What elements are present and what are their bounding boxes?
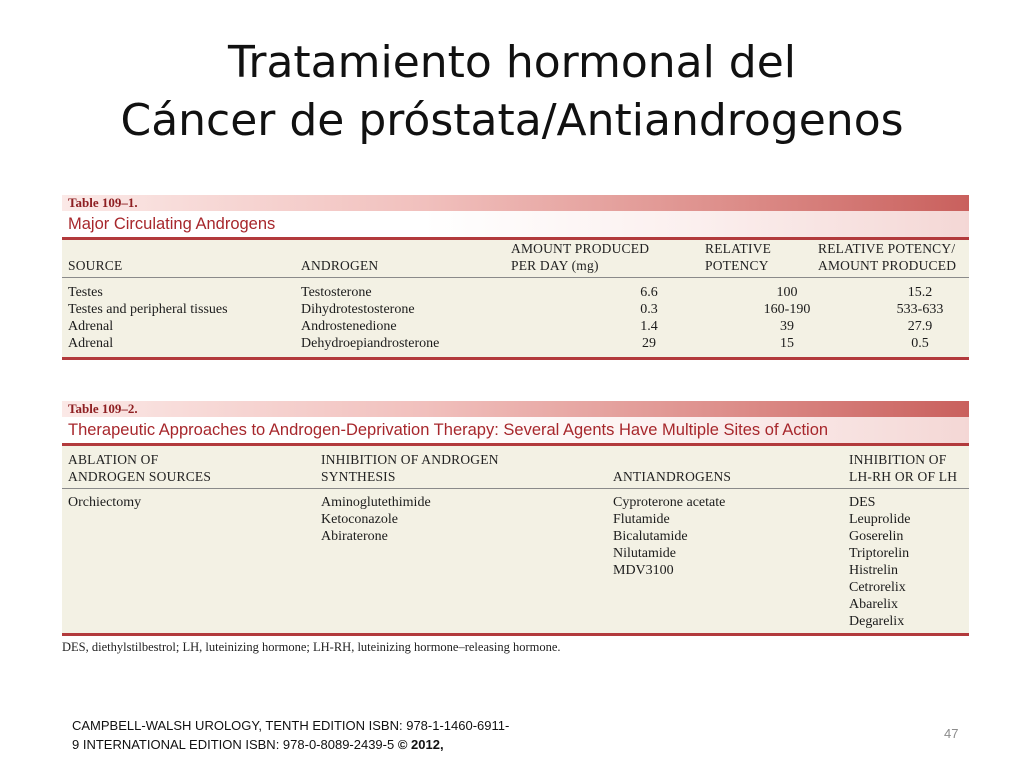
list-item: Flutamide: [613, 512, 670, 527]
list-item: Goserelin: [849, 529, 904, 544]
inhibition-lhrh-column: [849, 494, 910, 630]
cell-androgen: Androstenedione: [301, 319, 397, 334]
cell-amount: 0.3: [640, 302, 658, 317]
list-item: Degarelix: [849, 614, 905, 629]
cell-potency: 100: [776, 285, 798, 300]
cell-ratio: 0.5: [911, 336, 929, 351]
slide-title-line-2: Cáncer de próstata/Antiandrogenos: [120, 95, 904, 146]
list-item: Abiraterone: [321, 529, 388, 544]
list-item: Bicalutamide: [613, 529, 688, 544]
cell-potency: 160-190: [763, 302, 811, 317]
cell-potency: 15: [780, 336, 794, 351]
table-row: [62, 335, 969, 352]
header-antiandrogens: ANTIANDROGENS: [613, 469, 732, 484]
table-body: [62, 278, 969, 353]
header-potency-ratio: RELATIVE POTENCY/ AMOUNT PRODUCED: [818, 241, 957, 273]
citation-copyright: © 2012,: [397, 737, 444, 752]
header-amount: AMOUNT PRODUCED PER DAY (mg): [511, 241, 650, 273]
table-row: [62, 318, 969, 335]
list-item: Orchiectomy: [68, 495, 142, 510]
list-item: Ketoconazole: [321, 512, 398, 527]
list-item: Abarelix: [849, 597, 898, 612]
citation-line-1: CAMPBELL-WALSH UROLOGY, TENTH EDITION ISBN: 978-1-1460-6911-: [72, 718, 510, 733]
table-bottom-rule: [62, 357, 969, 360]
list-item: MDV3100: [613, 563, 674, 578]
slide-title-line-1: Tratamiento hormonal del: [227, 37, 797, 88]
header-ablation: ABLATION OF ANDROGEN SOURCES: [68, 452, 212, 484]
table-number: Table 109–2.: [62, 401, 969, 417]
cell-androgen: Dihydrotestosterone: [301, 302, 415, 317]
list-item: Histrelin: [849, 563, 898, 578]
table-body: [62, 489, 969, 634]
list-item: Cyproterone acetate: [613, 495, 726, 510]
cell-amount: 1.4: [640, 319, 658, 334]
cell-source: Adrenal: [68, 319, 114, 334]
table-row: [62, 301, 969, 318]
list-item: Triptorelin: [849, 546, 910, 561]
table-caption: Therapeutic Approaches to Androgen-Deprivation Therapy: Several Agents Have Multiple Sites of Action: [62, 417, 969, 446]
cell-potency: 39: [780, 319, 794, 334]
list-item: DES: [849, 495, 876, 510]
adt-approaches-table: [62, 401, 969, 636]
cell-ratio: 15.2: [907, 285, 933, 300]
table-footnote: DES, diethylstilbestrol; LH, luteinizing hormone; LH-RH, luteinizing hormone–releasing hormone.: [62, 640, 561, 654]
header-source: SOURCE: [68, 258, 123, 273]
list-item: Nilutamide: [613, 546, 676, 561]
list-item: Cetrorelix: [849, 580, 906, 595]
cell-source: Adrenal: [68, 336, 114, 351]
table-number: Table 109–1.: [62, 195, 969, 211]
cell-amount: 29: [642, 336, 656, 351]
table-row: [62, 284, 969, 301]
slide-title: [0, 34, 1024, 150]
cell-androgen: Dehydroepiandrosterone: [301, 336, 440, 351]
table-header-row: [62, 446, 969, 489]
cell-source: Testes and peripheral tissues: [68, 302, 228, 317]
header-relative-potency: RELATIVE POTENCY: [705, 241, 772, 273]
inhibition-synthesis-column: [321, 494, 431, 545]
table-header-row: [62, 240, 969, 278]
table-caption: Major Circulating Androgens: [62, 211, 969, 240]
cell-source: Testes: [68, 285, 103, 300]
cell-ratio: 27.9: [907, 319, 933, 334]
table-bottom-rule: [62, 633, 969, 636]
header-inhibition-synthesis: INHIBITION OF ANDROGEN SYNTHESIS: [321, 452, 499, 484]
header-inhibition-lhrh: INHIBITION OF LH-RH OR OF LH: [849, 452, 958, 484]
cell-ratio: 533-633: [896, 302, 944, 317]
citation: [72, 716, 572, 754]
header-androgen: ANDROGEN: [301, 258, 379, 273]
page-number: 47: [944, 726, 959, 741]
citation-line-2: 9 INTERNATIONAL EDITION ISBN: 978-0-8089-2439-5 © 2012,: [72, 737, 444, 752]
list-item: Aminoglutethimide: [321, 495, 431, 510]
ablation-column: [68, 494, 141, 511]
list-item: Leuprolide: [849, 512, 911, 527]
androgens-table: [62, 195, 969, 360]
cell-amount: 6.6: [640, 285, 658, 300]
cell-androgen: Testosterone: [301, 285, 372, 300]
antiandrogens-column: [613, 494, 725, 579]
